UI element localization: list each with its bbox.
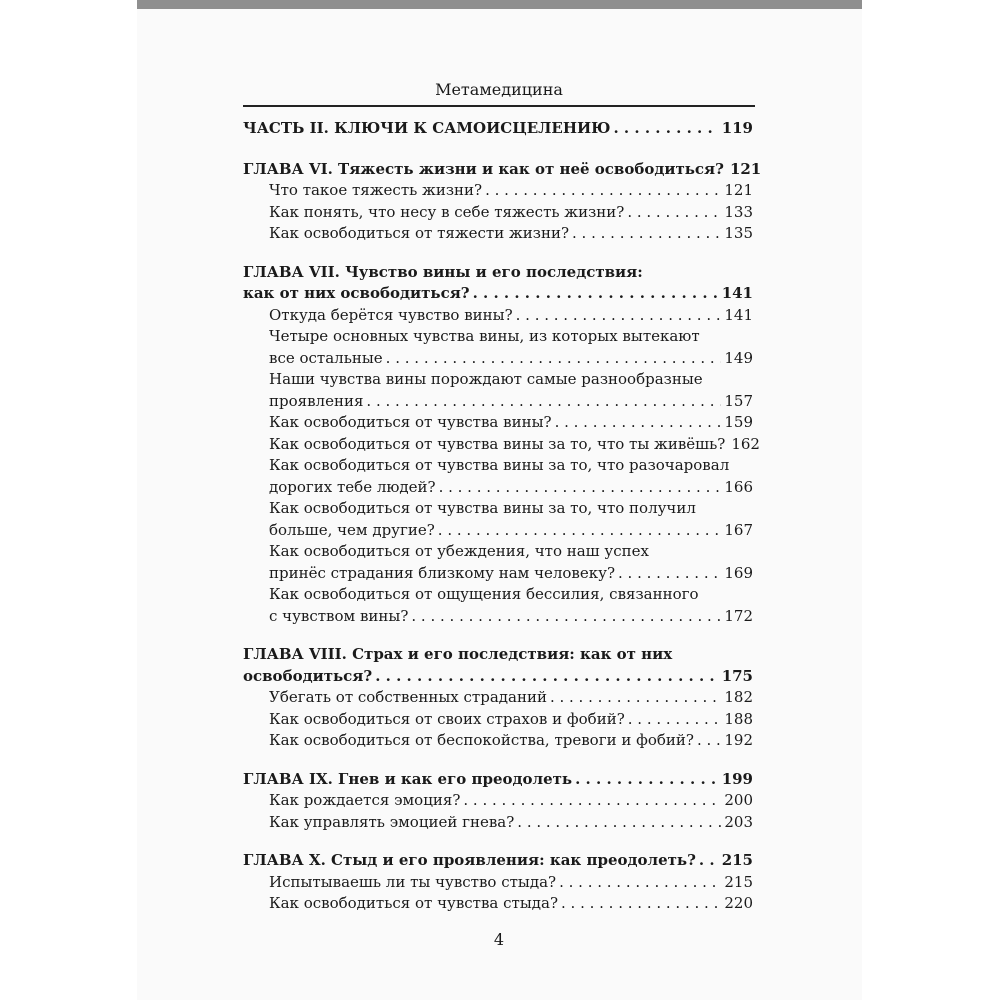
- chapter-spacer: [243, 627, 753, 644]
- toc-section-title-line: Четыре основных чувства вины, из которых вытекают: [269, 327, 700, 345]
- toc-section-page: 121: [724, 181, 753, 199]
- toc-section-entry: [243, 893, 753, 915]
- toc-chapter-entry: [243, 159, 762, 181]
- toc-section-title: Испытываешь ли ты чувство стыда?: [269, 872, 557, 891]
- toc-chapter-title-line: ГЛАВА VII. Чувство вины и его последствия:: [243, 262, 643, 281]
- dot-leader: [485, 180, 721, 202]
- toc-chapter-title: ГЛАВА VI. Тяжесть жизни и как от неё освободиться?: [243, 159, 724, 178]
- toc-section-title: Как рождается эмоция?: [269, 791, 461, 809]
- dot-leader: [411, 606, 721, 628]
- toc-section-title: Как освободиться от чувства вины за то, что ты живёшь?: [269, 434, 726, 453]
- dot-leader: [473, 283, 719, 305]
- toc-section-title: все остальные: [269, 348, 383, 367]
- toc-section-entry: [243, 563, 753, 585]
- toc-section-entry: [243, 812, 753, 834]
- toc-section-entry: [243, 477, 753, 499]
- running-head: Метамедицина: [435, 80, 563, 99]
- dot-leader: [699, 850, 719, 872]
- toc-section-entry: [243, 348, 753, 370]
- page-top-edge: [137, 0, 862, 9]
- toc-section-page: 182: [724, 688, 753, 706]
- toc-section-entry: [243, 790, 753, 812]
- toc-section-title: с чувством вины?: [269, 606, 409, 625]
- toc-section-page: 200: [724, 791, 753, 809]
- toc-section-page: 172: [724, 606, 753, 625]
- toc-section-title: больше, чем другие?: [269, 520, 435, 539]
- toc-chapter-page: 141: [721, 284, 753, 302]
- toc-section-page: 215: [724, 872, 753, 891]
- toc-section-entry: [243, 180, 753, 202]
- dot-leader: [555, 412, 722, 434]
- toc-section-entry: [243, 434, 760, 456]
- toc-section-title: проявления: [269, 391, 364, 410]
- toc-section-title-line: Как освободиться от чувства вины за то, что разочаровал: [269, 456, 730, 474]
- toc-section-entry: [243, 872, 753, 894]
- toc-section-page: 188: [724, 709, 753, 728]
- toc-section-entry: [243, 412, 753, 434]
- toc-chapter-entry: [243, 283, 753, 305]
- chapter-spacer: [243, 833, 753, 850]
- toc-chapter-title: ГЛАВА X. Стыд и его проявления: как преодолеть?: [243, 851, 696, 869]
- toc-part-title: ЧАСТЬ II. КЛЮЧИ К САМОИСЦЕЛЕНИЮ: [243, 119, 611, 137]
- toc-section-entry: [243, 223, 753, 245]
- dot-leader: [439, 477, 722, 499]
- toc-chapter-page: 175: [721, 666, 753, 685]
- toc-section-entry: [243, 687, 753, 709]
- toc-section-page: 166: [724, 477, 753, 496]
- dot-leader: [463, 790, 721, 812]
- toc-chapter-title: как от них освободиться?: [243, 284, 470, 302]
- toc-chapter-page: 121: [729, 159, 762, 178]
- toc-section-title: Как управлять эмоцией гнева?: [269, 812, 515, 831]
- dot-leader: [386, 348, 722, 370]
- toc-chapter-title: освободиться?: [243, 666, 373, 685]
- toc-section-entry: [243, 730, 753, 752]
- dot-leader: [375, 666, 719, 688]
- toc-section-page: 133: [724, 202, 753, 221]
- toc-section-entry: [243, 305, 753, 327]
- toc-section-title: Как освободиться от беспокойства, тревоги и фобий?: [269, 731, 694, 749]
- toc-section-entry: [243, 606, 753, 628]
- toc-chapter-entry: [243, 666, 753, 688]
- toc-section-page: 149: [724, 348, 753, 367]
- dot-leader: [627, 202, 721, 224]
- toc-section-page: 162: [731, 434, 760, 453]
- toc-chapter-title: ГЛАВА IX. Гнев и как его преодолеть: [243, 769, 573, 788]
- dot-leader: [516, 305, 722, 327]
- dot-leader: [559, 872, 721, 894]
- toc-section-title-line: Наши чувства вины порождают самые разнообразные: [269, 370, 703, 388]
- toc-section-page: 167: [724, 520, 753, 539]
- dot-leader: [618, 563, 721, 585]
- dot-leader: [561, 893, 721, 915]
- toc-section-title-line: Как освободиться от убеждения, что наш успех: [269, 542, 649, 560]
- toc-section-title-line: Как освободиться от ощущения бессилия, связанного: [269, 585, 699, 603]
- toc-section-title: Как освободиться от тяжести жизни?: [269, 224, 570, 242]
- toc-chapter-entry: [243, 769, 753, 791]
- dot-leader: [366, 391, 721, 413]
- toc-section-entry: [243, 520, 753, 542]
- toc-section-page: 203: [724, 812, 753, 831]
- toc-section-page: 141: [724, 305, 753, 324]
- dot-leader: [438, 520, 722, 542]
- toc-section-page: 159: [724, 413, 753, 431]
- toc-section-entry: [243, 391, 753, 413]
- toc-section-title-line: Как освободиться от чувства вины за то, что получил: [269, 499, 696, 517]
- dot-leader: [517, 812, 721, 834]
- toc-section-title: Как освободиться от чувства вины?: [269, 413, 552, 431]
- toc-section-title: Как освободиться от чувства стыда?: [269, 894, 558, 912]
- toc-section-title: дорогих тебе людей?: [269, 477, 436, 496]
- toc-section-title: Что такое тяжесть жизни?: [269, 181, 483, 199]
- toc-section-page: 157: [724, 391, 753, 410]
- toc-section-title: принёс страдания близкому нам человеку?: [269, 563, 615, 582]
- dot-leader: [613, 118, 718, 140]
- toc-section-page: 135: [724, 224, 753, 242]
- dot-leader: [697, 730, 721, 752]
- dot-leader: [550, 687, 721, 709]
- toc-section-title: Как понять, что несу в себе тяжесть жизни?: [269, 202, 625, 221]
- toc-chapter-entry: [243, 850, 753, 872]
- toc-section-entry: [243, 202, 753, 224]
- dot-leader: [628, 709, 722, 731]
- chapter-spacer: [243, 245, 753, 262]
- toc-section-page: 220: [724, 894, 753, 912]
- toc-chapter-page: 215: [721, 851, 753, 869]
- toc-section-page: 192: [724, 731, 753, 749]
- toc-section-title: Убегать от собственных страданий: [269, 688, 547, 706]
- page-number: 4: [493, 930, 505, 949]
- toc-section-entry: [243, 709, 753, 731]
- toc-section-title: Как освободиться от своих страхов и фобий?: [269, 709, 625, 728]
- toc-part-page: 119: [721, 119, 753, 137]
- toc-chapter-title-line: ГЛАВА VIII. Страх и его последствия: как от них: [243, 645, 673, 663]
- toc-chapter-page: 199: [721, 769, 753, 788]
- chapter-spacer: [243, 140, 753, 159]
- dot-leader: [572, 223, 721, 245]
- header-rule: [243, 105, 755, 107]
- table-of-contents: [243, 118, 762, 915]
- toc-section-page: 169: [724, 563, 753, 582]
- toc-section-title: Откуда берётся чувство вины?: [269, 305, 513, 324]
- dot-leader: [575, 769, 719, 791]
- chapter-spacer: [243, 752, 753, 769]
- toc-part-entry: [243, 118, 753, 140]
